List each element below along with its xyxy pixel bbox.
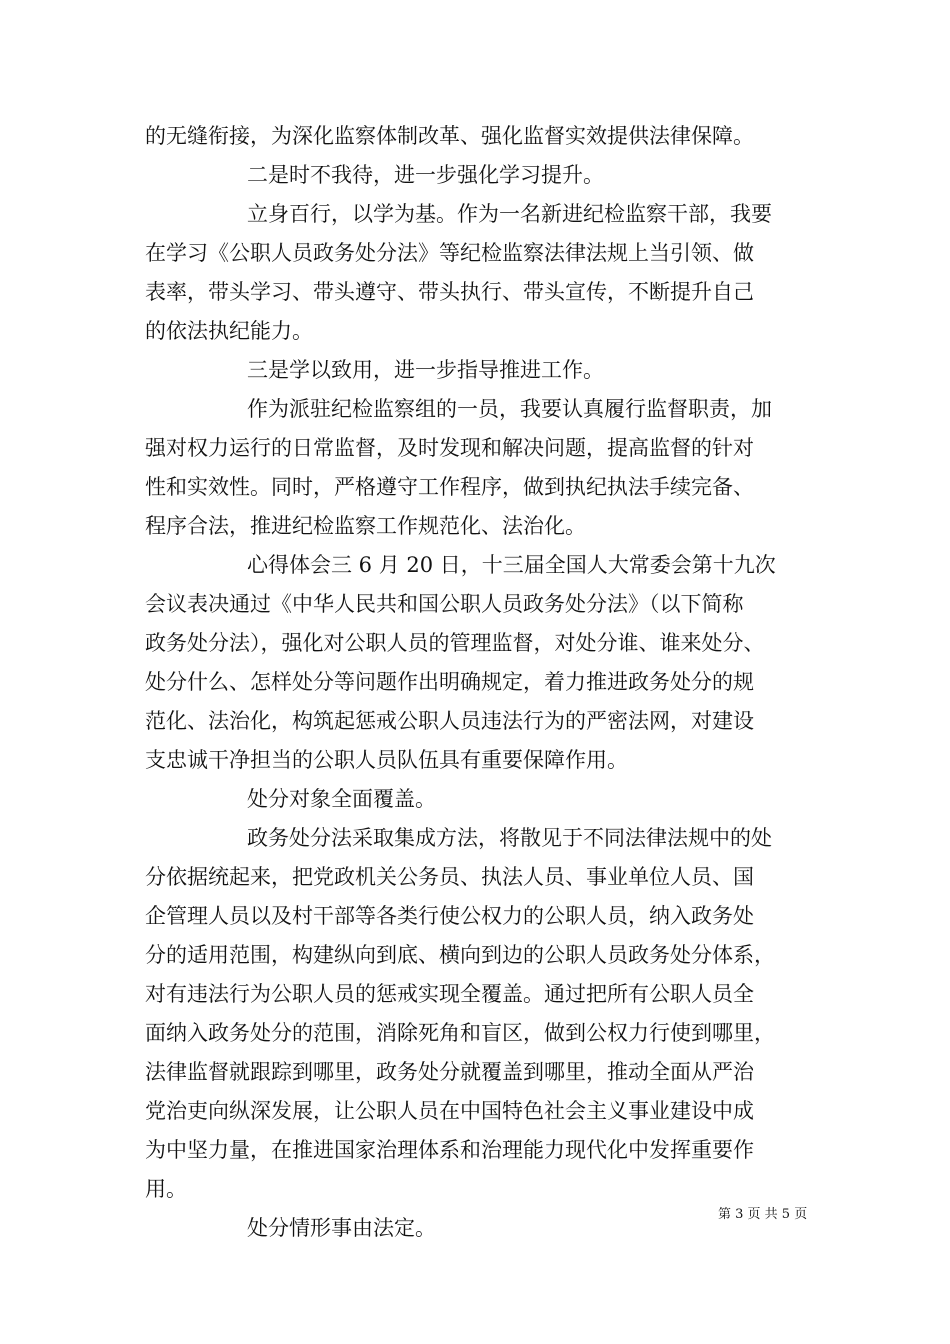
- text-line: 三是学以致用，进一步指导推进工作。: [247, 358, 604, 382]
- text-line: 企管理人员以及村干部等各类行使公权力的公职人员，纳入政务处: [145, 904, 754, 928]
- text-line: 作为派驻纪检监察组的一员，我要认真履行监督职责，加: [247, 397, 772, 421]
- text-line: 用。: [145, 1177, 187, 1201]
- text-line: 二是时不我待，进一步强化学习提升。: [247, 163, 604, 187]
- text-line: 在学习《公职人员政务处分法》等纪检监察法律法规上当引领、做: [145, 241, 754, 265]
- text-line: 心得体会三 6 月 20 日，十三届全国人大常委会第十九次: [247, 553, 776, 577]
- text-line: 立身百行，以学为基。作为一名新进纪检监察干部，我要: [247, 202, 772, 226]
- text-line: 政务处分法），强化对公职人员的管理监督，对处分谁、谁来处分、: [145, 631, 765, 655]
- text-line: 范化、法治化，构筑起惩戒公职人员违法行为的严密法网，对建设: [145, 709, 754, 733]
- text-line: 性和实效性。同时，严格遵守工作程序，做到执纪执法手续完备、: [145, 475, 754, 499]
- text-line: 党治吏向纵深发展，让公职人员在中国特色社会主义事业建设中成: [145, 1099, 754, 1123]
- text-line: 的无缝衔接，为深化监察体制改革、强化监督实效提供法律保障。: [145, 124, 754, 148]
- text-line: 处分什么、怎样处分等问题作出明确规定，着力推进政务处分的规: [145, 670, 754, 694]
- text-line: 政务处分法采取集成方法，将散见于不同法律法规中的处: [247, 826, 772, 850]
- text-line: 程序合法，推进纪检监察工作规范化、法治化。: [145, 514, 586, 538]
- page-number: 第 3 页 共 5 页: [718, 1207, 808, 1222]
- text-line: 的依法执纪能力。: [145, 319, 313, 343]
- text-line: 为中坚力量，在推进国家治理体系和治理能力现代化中发挥重要作: [145, 1138, 754, 1162]
- text-line: 面纳入政务处分的范围，消除死角和盲区，做到公权力行使到哪里，: [145, 1021, 775, 1045]
- text-line: 法律监督就跟踪到哪里，政务处分就覆盖到哪里，推动全面从严治: [145, 1060, 754, 1084]
- text-line: 分依据统起来，把党政机关公务员、执法人员、事业单位人员、国: [145, 865, 754, 889]
- text-line: 分的适用范围，构建纵向到底、横向到边的公职人员政务处分体系，: [145, 943, 775, 967]
- text-line: 会议表决通过《中华人民共和国公职人员政务处分法》（以下简称: [145, 592, 744, 616]
- text-line: 支忠诚干净担当的公职人员队伍具有重要保障作用。: [145, 748, 628, 772]
- text-line: 处分情形事由法定。: [247, 1216, 436, 1240]
- text-line: 表率，带头学习、带头遵守、带头执行、带头宣传，不断提升自己: [145, 280, 754, 304]
- text-line: 强对权力运行的日常监督，及时发现和解决问题，提高监督的针对: [145, 436, 754, 460]
- document-body: [145, 117, 810, 1248]
- text-line: 处分对象全面覆盖。: [247, 787, 436, 811]
- text-line: 对有违法行为公职人员的惩戒实现全覆盖。通过把所有公职人员全: [145, 982, 754, 1006]
